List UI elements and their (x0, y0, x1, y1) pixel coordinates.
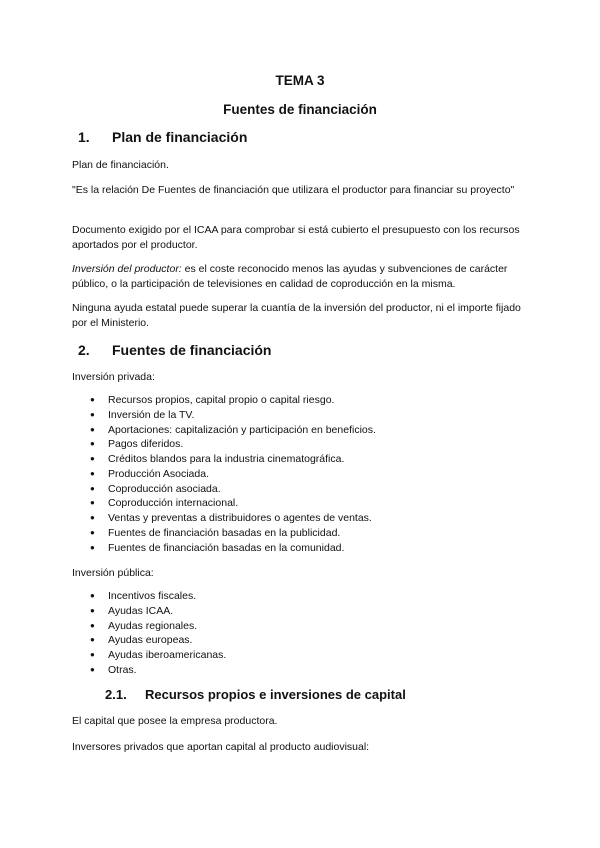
paragraph: Plan de financiación. (72, 159, 169, 171)
section-title: Recursos propios e inversiones de capital (145, 687, 406, 702)
public-investment-label: Inversión pública: (72, 567, 154, 579)
list-item: ● Inversión de la TV. (90, 408, 376, 423)
list-item: ● Otras. (90, 663, 226, 678)
section-number: 2.1. (105, 687, 127, 702)
list-item: ● Ayudas regionales. (90, 619, 226, 634)
private-investment-label: Inversión privada: (72, 371, 155, 383)
document-topic: TEMA 3 (275, 73, 325, 88)
list-item: ● Fuentes de financiación basadas en la comunidad. (90, 541, 376, 556)
public-investment-list (90, 589, 226, 678)
list-item: ● Aportaciones: capitalización y participación en beneficios. (90, 423, 376, 438)
list-item: ● Ayudas europeas. (90, 633, 226, 648)
paragraph: Inversores privados que aportan capital al producto audiovisual: (72, 741, 370, 753)
section-2-heading (78, 342, 271, 358)
list-item: ● Ayudas iberoamericanas. (90, 648, 226, 663)
private-investment-list (90, 393, 376, 555)
list-item: ● Producción Asociada. (90, 467, 376, 482)
list-item: ● Fuentes de financiación basadas en la publicidad. (90, 526, 376, 541)
section-title: Fuentes de financiación (112, 342, 272, 358)
paragraph: El capital que posee la empresa productora. (72, 715, 278, 727)
list-item: ● Pagos diferidos. (90, 437, 376, 452)
list-item: ● Coproducción asociada. (90, 482, 376, 497)
list-item: ● Recursos propios, capital propio o capital riesgo. (90, 393, 376, 408)
paragraph: Ninguna ayuda estatal puede superar la cuantía de la inversión del productor, ni el importe fijado por el Ministerio. (72, 302, 521, 329)
quote-paragraph: "Es la relación De Fuentes de financiación que utilizara el productor para financiar su proyecto" (72, 184, 515, 196)
section-number: 2. (78, 342, 90, 358)
list-item: ● Ventas y preventas a distribuidores o agentes de ventas. (90, 511, 376, 526)
list-item: ● Incentivos fiscales. (90, 589, 226, 604)
section-number: 1. (78, 129, 90, 145)
definition-text: es el coste reconocido menos las ayudas y subvenciones de carácter público, o la participación de televisiones en calidad de coproducción en la misma. (72, 263, 508, 290)
list-item: ● Ayudas ICAA. (90, 604, 226, 619)
section-1-heading (78, 129, 247, 145)
defined-term: Inversión del productor: (72, 263, 182, 275)
definition-paragraph (72, 262, 532, 292)
list-item: ● Coproducción internacional. (90, 496, 376, 511)
subsection-2-1-heading (105, 687, 406, 702)
document-subtitle: Fuentes de financiación (223, 102, 377, 117)
list-item: ● Créditos blandos para la industria cinematográfica. (90, 452, 376, 467)
section-title: Plan de financiación (112, 129, 248, 145)
paragraph: Documento exigido por el ICAA para comprobar si está cubierto el presupuesto con los recursos aportados por el productor. (72, 224, 520, 251)
